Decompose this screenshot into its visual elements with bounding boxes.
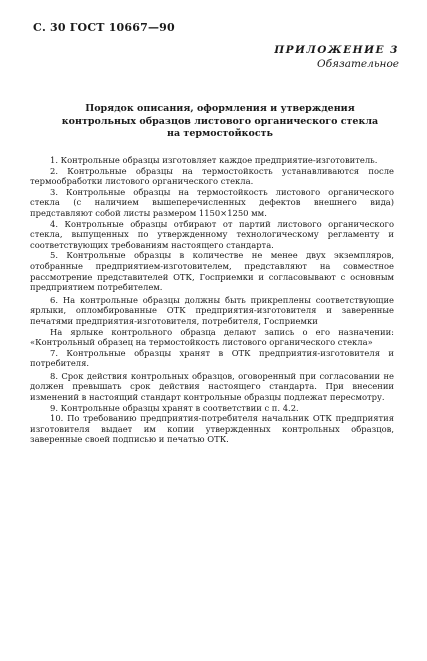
appendix-title: ПРИЛОЖЕНИЕ 3 [274, 44, 399, 56]
paragraph-4: 4. Контрольные образцы отбирают от партий листового органического стекла, выпущенных по утвержденному технологическому регламенту и соответствующих требованиям настоящего стандарта. [30, 218, 394, 250]
paragraph-2: 2. Контрольные образцы на термостойкость устанавливаются после термообработки листового органического стекла. [30, 165, 394, 187]
paragraph-10: 10. По требованию предприятия-потребителя начальник ОТК предприятия изготовителя выдает им копии утвержденных контрольных образцов, заверенные своей подписью и печатью ОТК. [30, 413, 394, 445]
paragraph-8: 8. Срок действия контрольных образцов, оговоренный при согласовании не должен превышать срок действия настоящего стандарта. При внесении изменений в настоящий стандарт контрольные образцы подлежат пересмотру. [30, 370, 394, 403]
title-line-1: Порядок описания, оформления и утверждения [85, 103, 355, 114]
section-title [30, 103, 410, 141]
appendix-label [274, 43, 399, 71]
paragraph-1: 1. Контрольные образцы изготовляет каждое предприятие-изготовитель. [50, 155, 378, 165]
paragraph-6: 6. На контрольные образцы должны быть прикреплены соответствующие ярлыки, опломбированные ОТК предприятия-изготовителя и заверенные печатями предприятия-изготовителя, потребителя, Госприемки [30, 294, 394, 326]
paragraph-6-note: На ярлыке контрольного образца делают запись о его назначении: «Контрольный образец на термостойкость листового органического стекла» [30, 326, 394, 348]
document-body [30, 155, 394, 445]
paragraph-3: 3. Контрольные образцы на термостойкость листового органического стекла (с наличием вышеперечисленных дефектов внешнего вида) представляют собой листы размером 1150×1250 мм. [30, 186, 394, 218]
appendix-status: Обязательное [317, 58, 399, 70]
paragraph-7: 7. Контрольные образцы хранят в ОТК предприятия-изготовителя и потребителя. [30, 347, 394, 369]
title-line-2: контрольных образцов листового органического стекла [61, 115, 379, 127]
paragraph-5: 5. Контрольные образцы в количестве не менее двух экземпляров, отобранные предприятием-изготовителем, представляют на совместное рассмотрение представителей ОТК, Госприемки и согласовывают с основным предприятием потребителем. [30, 250, 394, 293]
page-header: С. 30 ГОСТ 10667—90 [33, 21, 175, 34]
title-line-3: на термостойкость [167, 128, 273, 139]
paragraph-9: 9. Контрольные образцы хранят в соответствии с п. 4.2. [50, 402, 299, 413]
